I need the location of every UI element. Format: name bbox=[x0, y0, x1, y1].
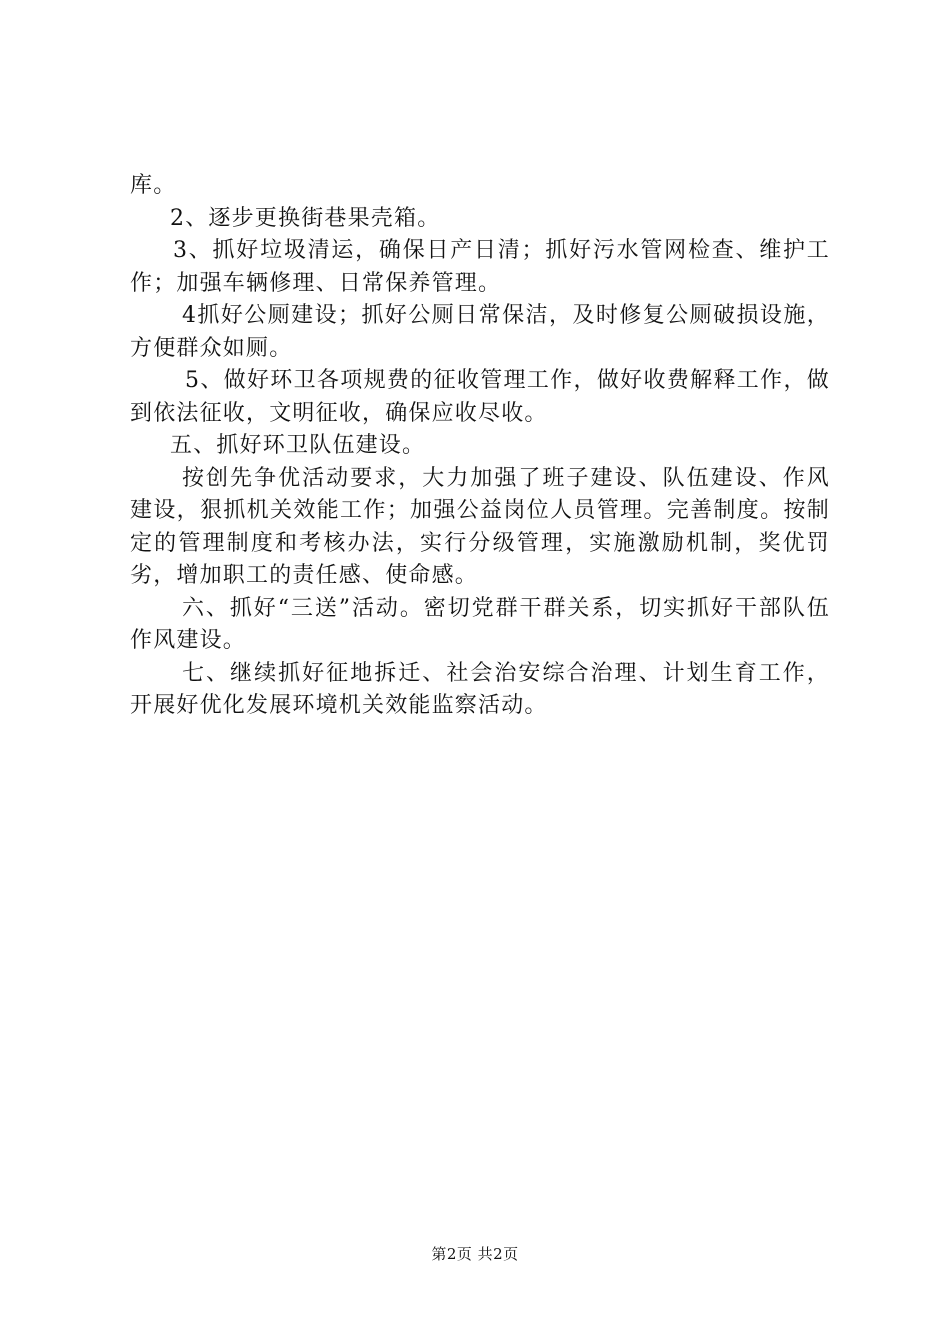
page-footer: 第2页 共2页 bbox=[431, 1245, 519, 1263]
paragraph-team-building: 按创先争优活动要求，大力加强了班子建设、队伍建设、作风建设，狠抓机关效能工作；加强公益岗位人员管理。完善制度。按制定的管理制度和考核办法，实行分级管理，实施激励机制，奖优罚劣，增加职工的责任感、使命感。 bbox=[130, 465, 830, 588]
paragraph-item-3: 3、抓好垃圾清运，确保日产日清；抓好污水管网检查、维护工作；加强车辆修理、日常保养管理。 bbox=[130, 238, 830, 296]
paragraph-continuation: 库。 bbox=[130, 173, 177, 198]
paragraph-item-4: 4抓好公厕建设；抓好公厕日常保洁，及时修复公厕破损设施，方便群众如厕。 bbox=[130, 303, 830, 361]
section-heading-six: 六、抓好“三送”活动。密切党群干群关系，切实抓好干部队伍作风建设。 bbox=[130, 595, 830, 653]
paragraph-item-2: 2、逐步更换街巷果壳箱。 bbox=[170, 205, 441, 231]
section-heading-seven: 七、继续抓好征地拆迁、社会治安综合治理、计划生育工作，开展好优化发展环境机关效能监察活动。 bbox=[130, 660, 830, 718]
paragraph-item-5: 5、做好环卫各项规费的征收管理工作，做好收费解释工作，做到依法征收，文明征收，确保应收尽收。 bbox=[130, 368, 830, 426]
document-body bbox=[130, 170, 830, 723]
section-heading-five: 五、抓好环卫队伍建设。 bbox=[170, 433, 426, 458]
